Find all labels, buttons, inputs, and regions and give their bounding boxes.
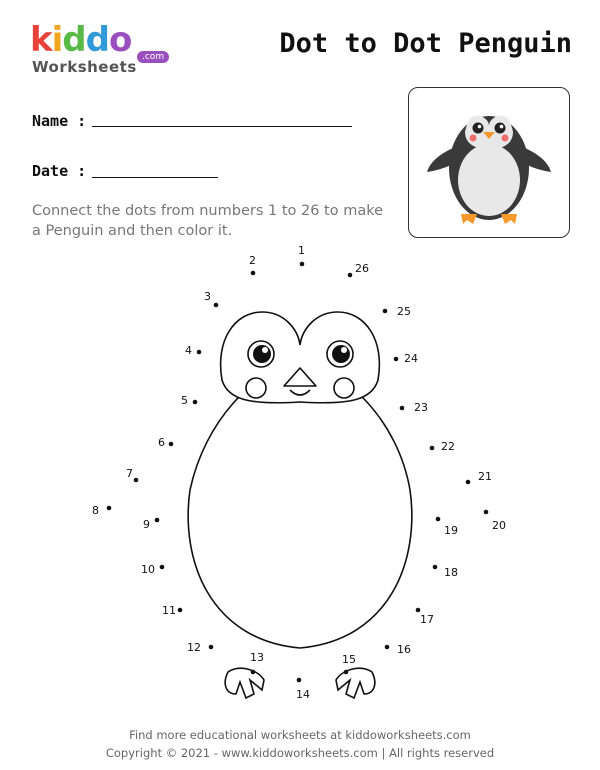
dot-10 [141,563,164,576]
dot-number: 19 [444,524,458,537]
dot-number: 9 [143,518,150,531]
right-cheek [334,378,354,398]
dot-number: 21 [478,470,492,483]
dot-number: 17 [420,613,434,626]
dot-number: 11 [162,604,176,617]
dot-number: 7 [126,467,133,480]
dot-number: 25 [397,305,411,318]
dot-22 [430,440,455,453]
dot-20 [484,510,506,532]
dot-number: 5 [181,394,188,407]
dot-number: 4 [185,344,192,357]
dot-5 [181,394,197,407]
dot-number: 1 [298,244,305,257]
dot-number: 22 [441,440,455,453]
dot-number: 26 [355,262,369,275]
dot-4 [185,344,201,357]
dot-1 [298,244,305,266]
dot-2 [249,254,256,275]
dot-19 [436,517,458,537]
dot-25 [383,305,411,318]
dot-number: 23 [414,401,428,414]
dot-number: 16 [397,643,411,656]
dot-9 [143,518,159,531]
footer-copyright: Copyright © 2021 - www.kiddoworksheets.com | All rights reserved [105,746,495,760]
dot-7 [126,467,138,482]
dot-number: 20 [492,519,506,532]
dot-number: 8 [92,504,99,517]
logo-subtitle: Worksheets [32,58,137,76]
dot-11 [162,604,182,617]
dot-number: 15 [342,653,356,666]
dot-number: 14 [296,688,310,701]
dot-number: 18 [444,566,458,579]
dot-12 [187,641,213,654]
dot-21 [466,470,492,484]
logo-domain-badge: .com [137,51,169,63]
dot-number: 13 [250,651,264,664]
dot-3 [204,290,218,307]
page-title: Dot to Dot Penguin [279,28,572,59]
left-cheek [246,378,266,398]
dot-number: 3 [204,290,211,303]
dot-17 [416,608,434,626]
footer-promo-text: Find more educational worksheets at kiddoworksheets.com [129,728,471,742]
dot-26 [348,262,369,277]
dot-24 [394,352,418,365]
logo-wordmark: kiddo [30,20,132,60]
dot-13 [250,651,264,674]
date-label: Date : [32,162,87,180]
name-label: Name : [32,112,87,130]
dot-8 [92,504,111,517]
dot-number: 10 [141,563,155,576]
dot-23 [400,401,428,414]
dot-18 [433,565,458,579]
dot-number: 6 [158,436,165,449]
dot-6 [158,436,173,449]
instructions-text: Connect the dots from numbers 1 to 26 to make a Penguin and then color it. [32,203,384,239]
dot-number: 24 [404,352,418,365]
dot-number: 2 [249,254,256,267]
dot-16 [385,643,411,656]
dot-number: 12 [187,641,201,654]
dot-14 [296,678,310,701]
